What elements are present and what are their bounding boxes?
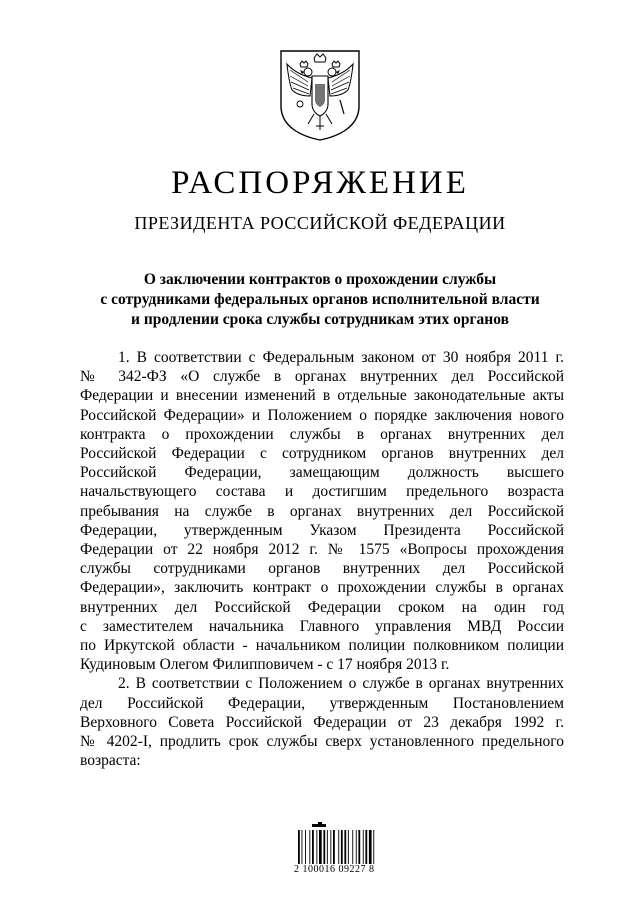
barcode-bar (316, 830, 317, 866)
text-line: контракта о прохождении службы в органах внутренних дел (80, 425, 564, 443)
text-line: внутренних дел Российской Федерации сроком на один год (80, 598, 564, 616)
barcode-bar (344, 830, 346, 866)
barcode-bar (363, 830, 364, 866)
text-line: начальствующего состава и достигшим предельного возраста (80, 483, 564, 501)
text-line: 1. В соответствии с Федеральным законом от 30 ноября 2011 г. (118, 349, 564, 366)
document-body (80, 348, 564, 770)
barcode-bar (365, 830, 367, 866)
text-line: дел Российской Федерации, утвержденным Постановлением (80, 694, 564, 712)
text-line: Кудиновым Олегом Филипповичем - с 17 ноября 2013 г. (80, 656, 450, 674)
barcode-bar (369, 830, 372, 866)
heading-line: и продлении срока службы сотрудникам этих органов (131, 311, 509, 328)
barcode-bar (348, 830, 349, 866)
russian-coat-of-arms-icon (278, 48, 362, 142)
text-line: № 342-ФЗ «О службе в органах внутренних дел Российской (80, 368, 564, 386)
barcode-bar (373, 830, 374, 866)
barcode-bar (319, 830, 322, 866)
barcode-number: 2 100016 09227 8 (292, 864, 406, 875)
barcode-bar (309, 830, 310, 866)
document-subtitle: ПРЕЗИДЕНТА РОССИЙСКОЙ ФЕДЕРАЦИИ (134, 213, 506, 233)
heading-line: с сотрудниками федеральных органов исполнительной власти (100, 291, 540, 308)
text-line: Федерации от 22 ноября 2012 г. № 1575 «Вопросы прохождения (80, 541, 564, 559)
barcode-bar (323, 830, 325, 866)
barcode-bar (312, 830, 314, 866)
barcode-bar (333, 830, 335, 866)
order-heading (80, 270, 560, 330)
paragraph-1 (80, 348, 564, 674)
barcode-bar (352, 830, 353, 866)
text-line: Верховного Совета Российской Федерации от 23 декабря 1992 г. (80, 713, 564, 731)
barcode-bar (358, 830, 360, 866)
barcode-bar (305, 830, 306, 866)
text-line: 2. В соответствии с Положением о службе в органах внутренних (118, 675, 564, 693)
paragraph-2 (80, 674, 564, 770)
barcode-bar (338, 830, 339, 866)
barcode-bar (341, 830, 343, 866)
barcode-bar (327, 830, 328, 866)
text-line: возраста: (80, 752, 141, 770)
barcode-bar (356, 830, 357, 866)
text-line: пребывания на службе в органах внутренних дел Российской (80, 502, 564, 520)
barcode-bar (298, 830, 300, 866)
text-line: Российской Федерации с сотрудником органов внутренних дел (80, 445, 564, 463)
text-line: № 4202-I, продлить срок службы сверх установленного предельного (80, 733, 564, 751)
document-title: РАСПОРЯЖЕНИЕ (171, 165, 469, 201)
text-line: Российской Федерации» и Положением о порядке заключения нового (80, 406, 564, 424)
text-line: по Иркутской области - начальником полиции полковником полиции (80, 637, 564, 655)
text-line: службы сотрудниками органов внутренних дел Российской (80, 560, 564, 578)
text-line: Федерации и внесении изменений в отдельные законодательные акты (80, 387, 564, 405)
barcode-bar (330, 830, 331, 866)
heading-line: О заключении контрактов о прохождении службы (143, 271, 497, 288)
text-line: Российской Федерации, замещающим должность высшего (80, 464, 564, 482)
text-line: Федерации», заключить контракт о прохождении службы в органах (80, 579, 564, 597)
text-line: с заместителем начальника Главного управления МВД России (80, 617, 564, 635)
text-line: Федерации, утвержденным Указом Президента Российской (80, 521, 564, 539)
barcode-bar (302, 830, 303, 866)
